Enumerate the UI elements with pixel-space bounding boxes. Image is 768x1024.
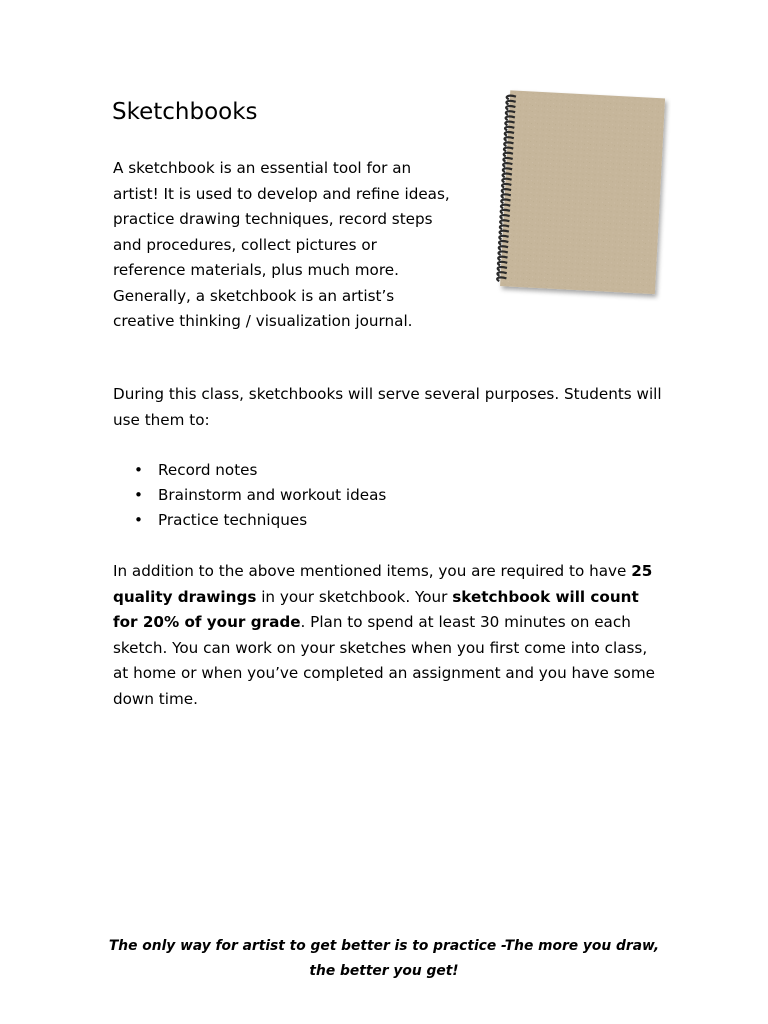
purpose-paragraph: During this class, sketchbooks will serve several purposes. Students will use them to: xyxy=(113,385,662,429)
requirements-text-2: in your sketchbook. Your xyxy=(256,587,453,606)
list-item xyxy=(113,483,386,508)
list-item xyxy=(113,458,386,483)
list-item xyxy=(113,508,386,533)
sketchbook-image xyxy=(485,82,671,304)
sketchbook-cover xyxy=(500,90,665,294)
grade-weight-emphasis: sketchbook will count for 20% of your grade xyxy=(113,587,639,631)
requirements-text-3: . Plan to spend at least 30 minutes on each sketch. You can work on your sketches when you first come into class, at home or when you’ve completed an assignment and you have some down time. xyxy=(113,613,655,708)
bullet-icon: • xyxy=(134,461,143,479)
uses-list xyxy=(113,458,386,533)
list-item-label: Practice techniques xyxy=(158,511,308,529)
requirements-paragraph xyxy=(113,559,658,712)
list-item-label: Brainstorm and workout ideas xyxy=(158,486,387,504)
requirements-text-1: In addition to the above mentioned items, you are required to have xyxy=(113,562,632,580)
list-item-label: Record notes xyxy=(158,461,258,479)
intro-paragraph: A sketchbook is an essential tool for an artist! It is used to develop and refine ideas, practice drawing techniques, record steps and procedures, collect pictures or reference materials, plus much more. Generally, a sketchbook is an artist’s creative thinking / visualization journal. xyxy=(113,159,450,330)
bullet-icon: • xyxy=(134,511,143,529)
footer-quote: The only way for artist to get better is to practice -The more you draw, the better you get! xyxy=(108,938,660,979)
page-title: Sketchbooks xyxy=(112,99,258,125)
drawing-count-emphasis: 25 quality drawings xyxy=(113,562,653,606)
bullet-icon: • xyxy=(134,486,143,504)
